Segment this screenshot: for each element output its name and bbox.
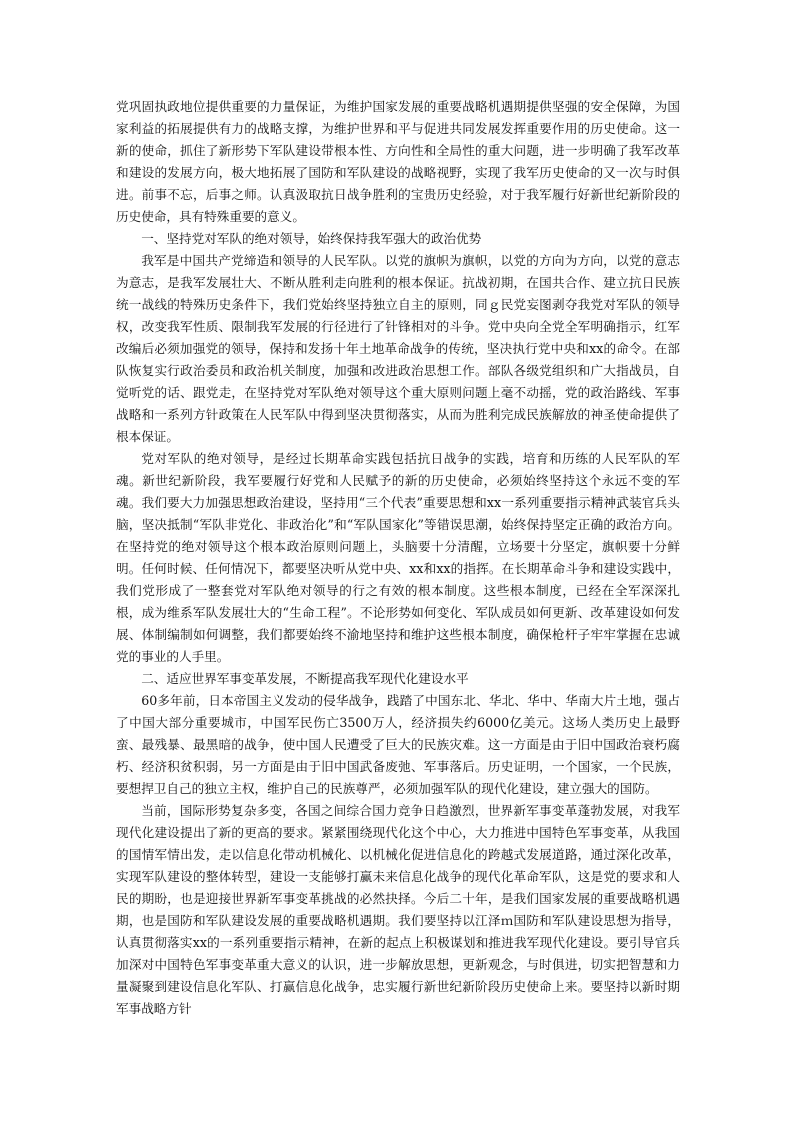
body-paragraph: 60多年前，日本帝国主义发动的侵华战争，践踏了中国东北、华北、华中、华南大片土地，强占了中国大部分重要城市，中国军民伤亡3500万人，经济损失约6000亿美元。这场人类历史上最野蛮、最残暴、最黑暗的战争，使中国人民遭受了巨大的民族灾难。这一方面是由于旧中国政治衰朽腐朽、经济积贫积弱，另一方面是由于旧中国武备废弛、军事落后。历史证明，一个国家，一个民族，要想捍卫自己的独立主权，维护自己的民族尊严，必须加强军队的现代化建设，建立强大的国防。 [116,693,680,796]
body-paragraph: 党巩固执政地位提供重要的力量保证，为维护国家发展的重要战略机遇期提供坚强的安全保障，为国家利益的拓展提供有力的战略支撑，为维护世界和平与促进共同发展发挥重要作用的历史使命。这一新的使命，抓住了新形势下军队建设带根本性、方向性和全局性的重大问题，进一步明确了我军改革和建设的发展方向，极大地拓展了国防和军队建设的战略视野，实现了我军历史使命的又一次与时俱进。前事不忘，后事之师。认真汲取抗日战争胜利的宝贵历史经验，对于我军履行好新世纪新阶段的历史使命，具有特殊重要的意义。 [116,99,680,224]
body-paragraph: 我军是中国共产党缔造和领导的人民军队。以党的旗帜为旗帜，以党的方向为方向，以党的意志为意志，是我军发展壮大、不断从胜利走向胜利的根本保证。抗战初期，在国共合作、建立抗日民族统一战线的特殊历史条件下，我们党始终坚持独立自主的原则，同ｇ民党妄图剥夺我党对军队的领导权，改变我军性质、限制我军发展的行径进行了针锋相对的斗争。党中央向全党全军明确指示，红军改编后必须加强党的领导，保持和发扬十年土地革命战争的传统，坚决执行党中央和xx的命令。在部队恢复实行政治委员和政治机关制度，加强和改进政治思想工作。部队各级党组织和广大指战员，自觉听党的话、跟党走，在坚持党对军队绝对领导这个重大原则问题上毫不动摇，党的政治路线、军事战略和一系列方针政策在人民军队中得到坚决贯彻落实，从而为胜利完成民族解放的神圣使命提供了根本保证。 [116,253,680,444]
section-heading: 一、坚持党对军队的绝对领导，始终保持我军强大的政治优势 [141,231,482,246]
body-paragraph: 当前，国际形势复杂多变，各国之间综合国力竞争日趋激烈，世界新军事变革蓬勃发展，对我军现代化建设提出了新的更高的要求。紧紧围绕现代化这个中心，大力推进中国特色军事变革，从我国的国情军情出发，走以信息化带动机械化、以机械化促进信息化的跨越式发展道路，通过深化改革，实现军队建设的整体转型，建设一支能够打赢未来信息化战争的现代化革命军队，这是党的要求和人民的期盼，也是迎接世界新军事变革挑战的必然抉择。今后二十年，是我们国家发展的重要战略机遇期，也是国防和军队建设发展的重要战略机遇期。我们要坚持以江泽ｍ国防和军队建设思想为指导，认真贯彻落实xx的一系列重要指示精神，在新的起点上积极谋划和推进我军现代化建设。要引导官兵加深对中国特色军事变革重大意义的认识，进一步解放思想，更新观念，与时俱进，切实把智慧和力量凝聚到建设信息化军队、打赢信息化战争，忠实履行新世纪新阶段历史使命上来。要坚持以新时期军事战略方针 [116,803,680,1016]
document-page [116,96,680,1020]
section-heading: 二、适应世界军事变革发展，不断提高我军现代化建设水平 [141,671,469,686]
body-paragraph: 党对军队的绝对领导，是经过长期革命实践包括抗日战争的实践，培育和历练的人民军队的军魂。新世纪新阶段，我军要履行好党和人民赋予的新的历史使命，必须始终坚持这个永远不变的军魂。我们要大力加强思想政治建设，坚持用“三个代表”重要思想和xx一系列重要指示精神武装官兵头脑，坚决抵制“军队非党化、非政治化”和“军队国家化”等错误思潮，始终保持坚定正确的政治方向。在坚持党的绝对领导这个根本政治原则问题上，头脑要十分清醒，立场要十分坚定，旗帜要十分鲜明。任何时候、任何情况下，都要坚决听从党中央、xx和xx的指挥。在长期革命斗争和建设实践中，我们党形成了一整套党对军队绝对领导的行之有效的根本制度。这些根本制度，已经在全军深深扎根，成为维系军队发展壮大的“生命工程”。不论形势如何变化、军队成员如何更新、改革建设如何发展、体制编制如何调整，我们都要始终不渝地坚持和维护这些根本制度，确保枪杆子牢牢掌握在忠诚党的事业的人手里。 [116,451,680,664]
